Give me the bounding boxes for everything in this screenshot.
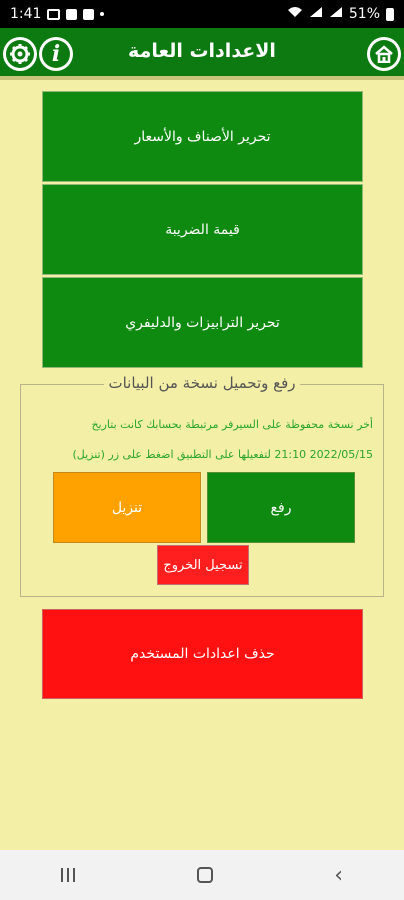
page-title: الاعدادات العامة xyxy=(128,40,276,62)
signal-icon xyxy=(309,6,323,22)
edit-items-prices-button[interactable]: تحرير الأصناف والأسعار xyxy=(42,91,363,182)
info-symbol: i xyxy=(51,41,61,67)
backup-info-line1: أخر نسخة محفوظة على السيرفر مرتبطة بحسابك كانت بتاريخ xyxy=(91,418,373,431)
battery-icon xyxy=(386,8,394,21)
backup-info-line2: 2022/05/15 21:10 لتفعيلها على التطبيق اضغط على زر (تنزيل) xyxy=(72,448,373,461)
backup-section xyxy=(20,374,384,597)
recent-apps-button[interactable] xyxy=(61,868,75,882)
back-button[interactable]: ‹ xyxy=(334,862,344,888)
gallery-notification-icon xyxy=(47,9,60,20)
signal-icon-2 xyxy=(329,6,343,22)
facebook-notification-icon-2 xyxy=(83,9,94,20)
delete-user-settings-button[interactable]: حذف اعدادات المستخدم xyxy=(42,609,363,699)
backup-legend xyxy=(21,373,383,392)
battery-percent: 51% xyxy=(348,6,380,22)
app-bar xyxy=(0,28,404,80)
more-notifications-icon xyxy=(100,12,104,16)
home-icon xyxy=(370,40,398,68)
logout-button[interactable]: تسجيل الخروج xyxy=(157,545,249,585)
home-button[interactable] xyxy=(367,37,401,71)
upload-button[interactable]: رفع xyxy=(207,472,355,543)
backup-legend-text: رفع وتحميل نسخة من البيانات xyxy=(104,374,299,392)
status-bar xyxy=(0,0,404,28)
facebook-notification-icon xyxy=(66,9,77,20)
tax-value-button[interactable]: قيمة الضريبة xyxy=(42,184,363,275)
status-time: 1:41 xyxy=(10,6,42,22)
wifi-icon xyxy=(287,6,303,22)
download-button[interactable]: تنزيل xyxy=(53,472,201,543)
edit-tables-delivery-button[interactable]: تحرير الترابيزات والدليفري xyxy=(42,277,363,368)
system-nav-bar xyxy=(0,850,404,900)
status-right xyxy=(287,6,394,22)
status-left xyxy=(10,6,104,22)
home-nav-button[interactable] xyxy=(197,867,213,883)
